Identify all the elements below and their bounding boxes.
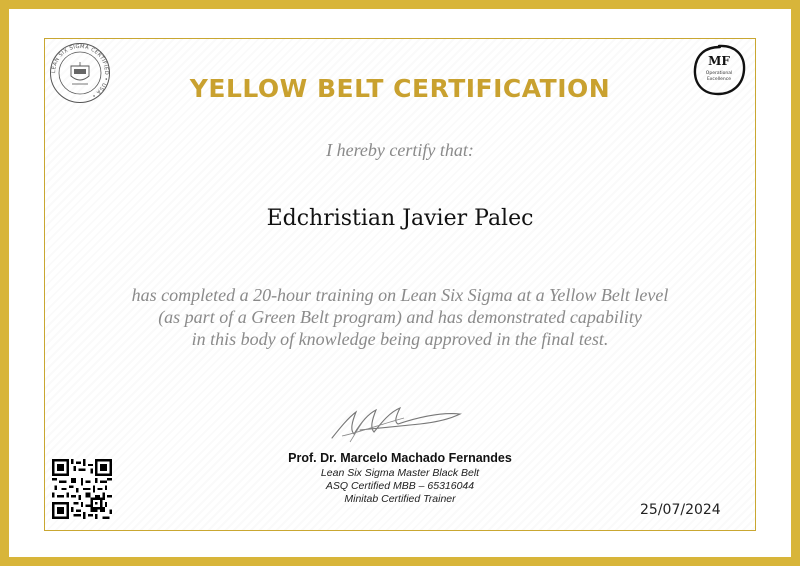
signer-role: Lean Six Sigma Master Black Belt <box>320 467 480 479</box>
seal-ring-text: LEAN SIX SIGMA CERTIFIED • USA • <box>50 43 110 99</box>
signer-extra: Minitab Certified Trainer <box>344 493 456 505</box>
body-line-3: in this body of knowledge being approved in the final test. <box>191 329 609 349</box>
signer-name: Prof. Dr. Marcelo Machado Fernandes <box>288 451 512 465</box>
logo-initials: MF <box>708 54 730 68</box>
body-line-1: has completed a 20-hour training on Lean Six Sigma at a Yellow Belt level <box>131 285 669 305</box>
certify-line: I hereby certify that: <box>326 140 474 160</box>
body-line-2: (as part of a Green Belt program) and has demonstrated capability <box>158 307 642 327</box>
certificate-body <box>60 284 740 350</box>
signature-image <box>320 398 470 448</box>
issue-date: 25/07/2024 <box>640 502 721 518</box>
logo-line-1: Operational <box>705 71 733 76</box>
logo-line-2: Excellence <box>706 77 732 82</box>
recipient-name: Edchristian Javier Palec <box>266 206 534 231</box>
signer-certification: ASQ Certified MBB – 65316044 <box>325 480 475 492</box>
qr-code-icon <box>52 459 112 519</box>
certificate-title: YELLOW BELT CERTIFICATION <box>189 74 611 103</box>
